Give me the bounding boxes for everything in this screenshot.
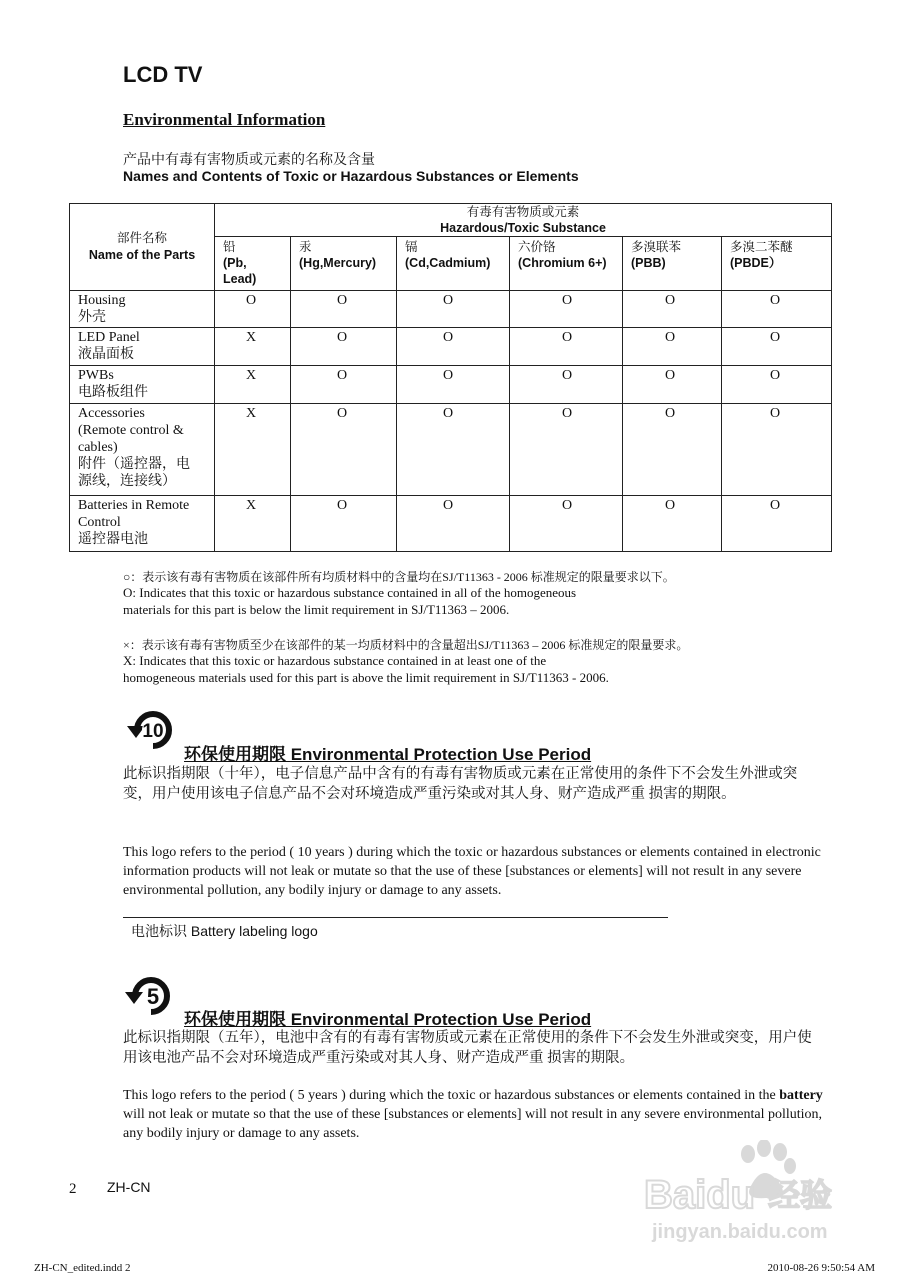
substance-mark-cell: O (397, 496, 510, 552)
substance-mark-cell: O (722, 496, 832, 552)
substance-mark-cell: O (291, 366, 397, 404)
watermark-brand: Baidu (644, 1173, 756, 1217)
substance-column-header (722, 237, 832, 291)
substance-column-en: (Hg,Mercury) (299, 256, 377, 270)
note-x-en-1: X: Indicates that this toxic or hazardous substance contained in at least one of the (123, 653, 547, 668)
epup-5-para-en-part2: will not leak or mutate so that the use of these [substances or elements] will not result in any severe environmental pollution, any bodily injury or damage to any assets. (123, 1107, 823, 1141)
substance-mark-cell: X (215, 328, 291, 366)
epup-10-logo-number: 10 (142, 721, 164, 742)
epup-5-logo-number: 5 (146, 984, 160, 1009)
note-x-en-2: homogeneous materials used for this part is above the limit requirement in SJ/T11363 - 2006. (123, 670, 609, 685)
epup-10-para-zh: 此标识指期限（十年），电子信息产品中含有的有毒有害物质或元素在正常使用的条件下不会发生外泄或突变，用户使用该电子信息产品不会对环境造成严重污染或对其人身、财产造成严重 损害的期限。 (123, 766, 798, 802)
substance-header-en: Hazardous/Toxic Substance (440, 221, 606, 235)
substance-column-en: (PBB) (631, 256, 666, 270)
table-row (70, 328, 832, 366)
table-row (70, 366, 832, 404)
substance-mark-cell: O (722, 291, 832, 328)
part-name-cell: Housing 外壳 (70, 291, 215, 328)
note-o-en-1: O: Indicates that this toxic or hazardous substance contained in all of the homogeneous (123, 585, 577, 600)
substance-mark-cell: O (291, 496, 397, 552)
substance-mark-cell: O (623, 404, 722, 496)
substance-column-header (623, 237, 722, 291)
substance-mark-cell: O (623, 366, 722, 404)
substance-header (215, 204, 832, 237)
table-row (70, 291, 832, 328)
table-row (70, 496, 832, 552)
table-title-en: Names and Contents of Toxic or Hazardous Substances or Elements (123, 168, 579, 184)
epup-5-heading: 环保使用期限 Environmental Protection Use Period (184, 1010, 592, 1029)
substance-mark-cell: X (215, 366, 291, 404)
substance-column-zh: 六价铬 (518, 240, 556, 254)
substance-mark-cell: O (722, 404, 832, 496)
substance-column-header (397, 237, 510, 291)
substance-mark-cell: O (291, 291, 397, 328)
epup-10-heading: 环保使用期限 Environmental Protection Use Period (184, 745, 592, 764)
epup-5-para-en-battery: battery (779, 1088, 823, 1103)
substance-mark-cell: O (510, 496, 623, 552)
substance-mark-cell: O (623, 496, 722, 552)
substance-header-zh: 有毒有害物质或元素 (466, 205, 580, 219)
substance-mark-cell: O (510, 328, 623, 366)
parts-header-en: Name of the Parts (88, 248, 196, 262)
parts-header (70, 204, 215, 291)
substance-column-header (510, 237, 623, 291)
substance-column-en: (Pb, Lead) (223, 256, 257, 286)
substance-column-en: (Cd,Cadmium) (405, 256, 491, 270)
section-divider (123, 917, 668, 918)
substance-column-zh: 多溴二苯醚 (730, 240, 793, 254)
substance-mark-cell: O (215, 291, 291, 328)
page-number: 2 (69, 1181, 77, 1197)
substance-mark-cell: O (397, 366, 510, 404)
section-heading: Environmental Information (123, 110, 326, 129)
part-name-cell: LED Panel 液晶面板 (70, 328, 215, 366)
substance-mark-cell: O (510, 291, 623, 328)
substance-column-header (215, 237, 291, 291)
part-name-cell: Batteries in Remote Control 遥控器电池 (70, 496, 215, 552)
epup-10-logo-icon (125, 706, 181, 756)
substance-column-zh: 铅 (223, 240, 236, 254)
substance-mark-cell: O (291, 404, 397, 496)
substance-mark-cell: O (623, 328, 722, 366)
substance-column-zh: 汞 (299, 240, 312, 254)
hazardous-substance-table (69, 203, 832, 552)
note-o-zh: ○：表示该有毒有害物质在该部件所有均质材料中的含量均在SJ/T11363 - 2006 标准规定的限量要求以下。 (123, 570, 675, 584)
substance-mark-cell: O (397, 404, 510, 496)
baidu-jingyan-watermark (640, 1140, 870, 1250)
part-name-cell: Accessories (Remote control & cables) 附件（遥控器，电 源线，连接线） (70, 404, 215, 496)
epup-10-para-en: This logo refers to the period ( 10 years ) during which the toxic or hazardous substances or elements contained in electronic information products will not leak or mutate so that the use of these [substances or elements] will not result in any severe environmental pollution, any bodily injury or damage to any assets. (123, 845, 821, 898)
substance-column-en: (PBDE） (730, 256, 782, 270)
substance-mark-cell: O (623, 291, 722, 328)
table-title-zh: 产品中有毒有害物质或元素的名称及含量 (123, 151, 375, 167)
substance-mark-cell: O (510, 404, 623, 496)
epup-5-para-zh: 此标识指期限（五年），电池中含有的有毒有害物质或元素在正常使用的条件下不会发生外泄或突变，用户使用该电池产品不会对环境造成严重污染或对其人身、财产造成严重 损害的期限。 (123, 1030, 812, 1066)
footer-timestamp: 2010-08-26 9:50:54 AM (767, 1262, 875, 1274)
table-row (70, 404, 832, 496)
substance-column-en: (Chromium 6+) (518, 256, 607, 270)
epup-5-para-en-part1: This logo refers to the period ( 5 years ) during which the toxic or hazardous substances or elements contained in the (123, 1088, 780, 1103)
note-x-zh: ×：表示该有毒有害物质至少在该部件的某一均质材料中的含量超出SJ/T11363 – 2006 标准规定的限量要求。 (123, 638, 689, 652)
parts-header-zh: 部件名称 (116, 231, 167, 245)
substance-mark-cell: O (722, 328, 832, 366)
footer-file-name: ZH-CN_edited.indd 2 (34, 1262, 131, 1274)
language-code: ZH-CN (107, 1179, 151, 1195)
substance-column-header (291, 237, 397, 291)
battery-label: 电池标识 Battery labeling logo (131, 923, 318, 939)
substance-mark-cell: X (215, 404, 291, 496)
epup-5-para-en (123, 1086, 823, 1143)
watermark-url: jingyan.baidu.com (652, 1221, 828, 1243)
epup-5-logo-icon (123, 972, 179, 1022)
substance-mark-cell: O (291, 328, 397, 366)
substance-column-zh: 镉 (405, 240, 418, 254)
substance-column-zh: 多溴联苯 (631, 240, 682, 254)
page-title: LCD TV (123, 62, 203, 87)
substance-mark-cell: O (510, 366, 623, 404)
substance-mark-cell: O (397, 328, 510, 366)
substance-mark-cell: X (215, 496, 291, 552)
part-name-cell: PWBs 电路板组件 (70, 366, 215, 404)
watermark-brand-zh: 经验 (768, 1176, 833, 1214)
note-o-en-2: materials for this part is below the limit requirement in SJ/T11363 – 2006. (123, 602, 510, 617)
substance-mark-cell: O (722, 366, 832, 404)
substance-mark-cell: O (397, 291, 510, 328)
